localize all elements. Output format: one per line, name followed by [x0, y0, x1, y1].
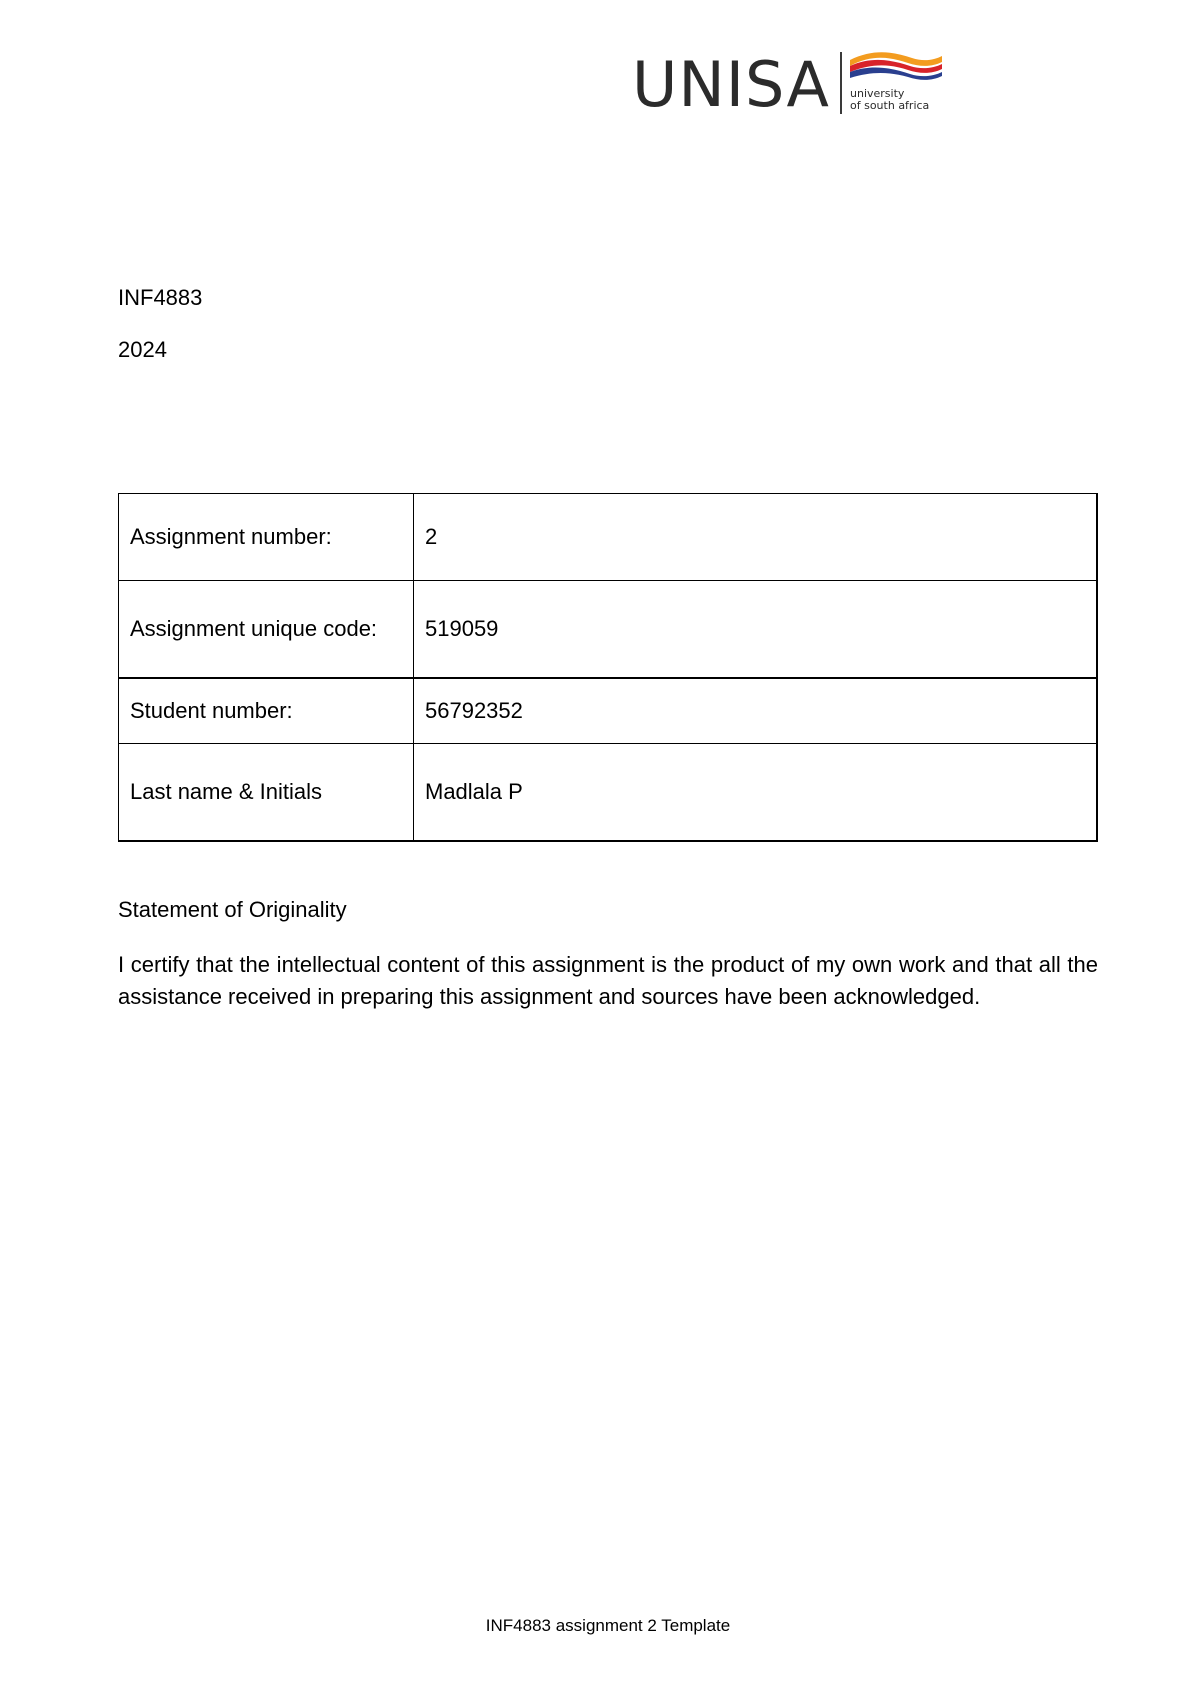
table-row	[119, 581, 1098, 679]
table-row	[119, 678, 1098, 744]
logo-divider	[840, 52, 842, 114]
assignment-info-table	[118, 493, 1098, 842]
page-footer: INF4883 assignment 2 Template	[485, 1616, 731, 1635]
assignment-number-value: 2	[414, 494, 1098, 581]
name-initials-label: Last name & Initials	[119, 744, 414, 842]
logo-tagline	[850, 88, 929, 112]
table-row	[119, 494, 1098, 581]
student-number-label: Student number:	[119, 678, 414, 744]
student-number-value: 56792352	[414, 678, 1098, 744]
assignment-code-value: 519059	[414, 581, 1098, 679]
assignment-number-label: Assignment number:	[119, 494, 414, 581]
flag-icon	[846, 46, 946, 86]
statement-heading: Statement of Originality	[118, 897, 347, 922]
assignment-code-label: Assignment unique code:	[119, 581, 414, 679]
year: 2024	[118, 337, 167, 362]
unisa-logo	[632, 46, 952, 126]
statement-body: I certify that the intellectual content of this assignment is the product of my own work and that all the assistance received in preparing this assignment and sources have been acknowledged.	[118, 952, 1098, 1009]
logo-wordmark: UNISA	[632, 48, 830, 121]
table-row	[119, 744, 1098, 842]
logo-tagline-line2: of south africa	[850, 99, 930, 112]
logo-tagline-line1: university	[850, 87, 905, 100]
course-code: INF4883	[118, 285, 203, 310]
name-initials-value: Madlala P	[414, 744, 1098, 842]
